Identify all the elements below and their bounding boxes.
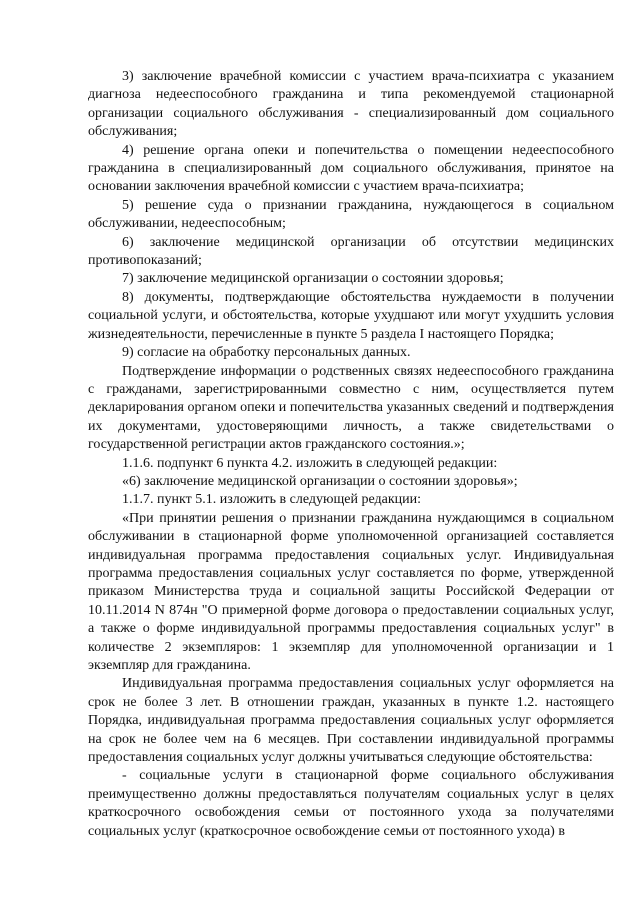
paragraph-item-9: 9) согласие на обработку персональных данных. (122, 345, 411, 361)
paragraph-kinship-confirmation: Подтверждение информации о родственных связях недееспособного гражданина с гражданами, зарегистрированными совместно с ним, осуществляется путем декларирования органом опеки и попечительства указанных сведений и подтверждения их документами, удостоверяющими личность, а также свидетельствами о государственной регистрации актов гражданского состояния.»; (88, 363, 614, 453)
paragraph-amendment-1-1-6: 1.1.6. подпункт 6 пункта 4.2. изложить в следующей редакции: (122, 455, 498, 471)
paragraph-stationary-services: - социальные услуги в стационарной форме социального обслуживания преимущественно должны предоставляться получателям социальных услуг в целях краткосрочного освобождения семьи от постоянного ухода за получателями социальных услуг (краткосрочное освобождение семьи от постоянного ухода) в (88, 768, 614, 839)
paragraph-program-term: Индивидуальная программа предоставления социальных услуг оформляется на срок не более 3 лет. В отношении граждан, указанных в пункте 1.2. настоящего Порядка, индивидуальная программа предоставления социальных услуг оформляется на срок не более чем на 6 месяцев. При составлении индивидуальной программы предоставления социальных услуг должны учитываться следующие обстоятельства: (88, 676, 614, 766)
paragraph-item-3: 3) заключение врачебной комиссии с участием врача-психиатра с указанием диагноза недееспособного гражданина и типа рекомендуемой стационарной организации социального обслуживания - специализированный дом социального обслуживания; (88, 69, 614, 140)
paragraph-item-5: 5) решение суда о признании гражданина, нуждающегося в социальном обслуживании, недееспособным; (88, 197, 614, 232)
paragraph-item-7: 7) заключение медицинской организации о состоянии здоровья; (122, 271, 504, 287)
paragraph-item-4: 4) решение органа опеки и попечительства о помещении недееспособного гражданина в специализированный дом социального обслуживания, принятое на основании заключения врачебной комиссии с участием врача-психиатра; (88, 142, 614, 195)
document-page (88, 68, 614, 841)
paragraph-quote-6: «6) заключение медицинской организации о состоянии здоровья»; (122, 473, 518, 489)
paragraph-individual-program: «При принятии решения о признании гражданина нуждающимся в социальном обслуживании в стационарной форме уполномоченной организацией составляется индивидуальная программа предоставления социальных услуг. Индивидуальная программа предоставления социальных услуг составляется по форме, утвержденной приказом Министерства труда и социальной защиты Российской Федерации от 10.11.2014 N 874н "О примерной форме договора о предоставлении социальных услуг, а также о форме индивидуальной программы предоставления социальных услуг" в количестве 2 экземпляров: 1 экземпляр для уполномоченной организации и 1 экземпляр для гражданина. (88, 510, 614, 673)
paragraph-item-6: 6) заключение медицинской организации об отсутствии медицинских противопоказаний; (88, 234, 614, 269)
paragraph-item-8: 8) документы, подтверждающие обстоятельства нуждаемости в получении социальной услуги, и обстоятельства, которые ухудшают или могут ухудшить условия жизнедеятельности, перечисленные в пункте 5 раздела I настоящего Порядка; (88, 289, 614, 342)
paragraph-amendment-1-1-7: 1.1.7. пункт 5.1. изложить в следующей редакции: (122, 492, 421, 508)
